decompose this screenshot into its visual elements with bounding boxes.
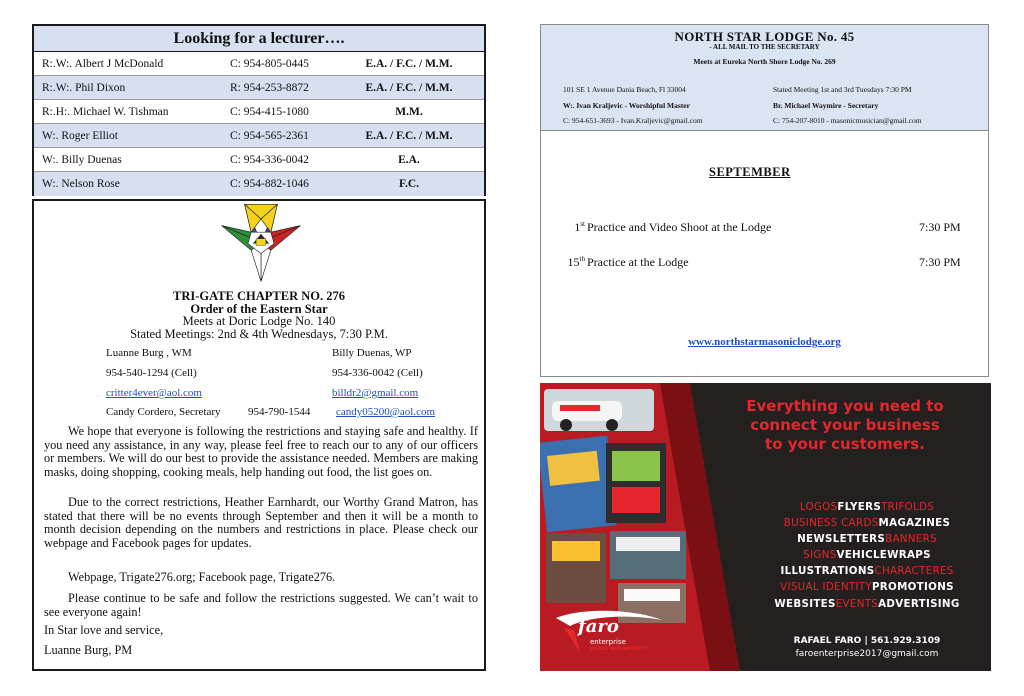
faro-logo-word: faro [578,616,619,637]
ad-service-word: VEHICLEWRAPS [836,549,931,562]
ad-headline-line: connect your business [750,416,940,434]
message-paragraph-text: Due to the correct restrictions, Heather Earnhardt, our Worthy Grand Matron, has stated that there will be no events through September and then it will be a month to month decision depending on the numbers and restrictions in place. Please check our webpage and Facebook pages for updates. [44,495,478,550]
stated-meetings: Stated Meetings: 2nd & 4th Wednesdays, 7:30 P.M. [130,327,388,341]
ad-service-line [762,515,972,531]
ad-service-word: ILLUSTRATIONS [780,565,875,578]
signoff-line: Luanne Burg, PM [44,643,133,657]
faro-logo-sub: enterprise [590,638,626,646]
lecturer-name: R:.W:. Albert J McDonald [42,58,164,70]
ad-service-line [762,499,972,515]
chapter-name: TRI-GATE CHAPTER NO. 276 [172,289,345,303]
event-day-suffix: th [579,255,585,263]
lodge-master-contact: C: 954-651-3693 - Ivan.Kraljevic@gmail.com [563,116,703,125]
lodge-website-link[interactable]: www.northstarmasoniclodge.org [688,336,841,348]
lodge-name: NORTH STAR LODGE No. 45 [674,29,855,44]
ad-service-line [762,579,972,595]
lodge-master: W:. Ivan Kraljevic - Worshipful Master [563,101,690,110]
ad-headline-line: Everything you need to [746,397,944,415]
wm-name: Luanne Burg , WM [106,347,192,359]
lecturer-name: W:. Billy Duenas [42,154,122,166]
lecturer-table-title: Looking for a lecturer…. [34,26,484,52]
lecturer-table [32,24,486,196]
lecturer-phone: C: 954-805-0445 [230,58,309,70]
event-day-number: 15 [567,255,580,269]
month-title: SEPTEMBER [709,165,791,179]
ad-service-line [762,563,972,579]
lecturer-name: W:. Roger Elliot [42,130,118,142]
table-row [34,172,484,196]
message-paragraph-text: We hope that everyone is following the restrictions and staying safe and healthy. If you need any assistance, in any way, please feel free to reach our to any of our officers or members. We will do our best to provide the assistance needed. Members are making masks, doing shopping, cooking meals, help handing out food, the list goes on. [44,424,478,479]
ad-service-word: WEBSITES [774,597,836,610]
order-name: Order of the Eastern Star [190,302,328,316]
message-paragraph [44,425,478,479]
lecturer-phone: C: 954-882-1046 [230,178,309,190]
ad-headline [710,397,980,454]
table-row [34,52,484,76]
secretary-email-link[interactable]: candy05200@aol.com [336,406,436,418]
ad-service-line [762,531,972,547]
faro-logo-tagline: VISUAL AUTHENTICITY [590,647,647,652]
wm-email-link[interactable]: critter4ever@aol.com [106,387,202,399]
ad-contact [762,635,972,661]
ad-service-word: ADVERTISING [878,597,960,610]
ad-contact-name: RAFAEL FARO | 561.929.3109 [793,636,941,646]
lodge-meeting-location: Meets at Eureka North Shore Lodge No. 269 [693,57,836,66]
table-row [34,100,484,124]
lodge-stated-meeting: Stated Meeting 1st and 3rd Tuesdays 7:30 PM [773,85,912,94]
lodge-mail-note: - ALL MAIL TO THE SECRETARY [709,43,820,51]
faro-advertisement [540,383,991,671]
ad-contact-email: faroenterprise2017@gmail.com [795,649,939,659]
lecturer-name: R:.W:. Phil Dixon [42,82,126,94]
ad-service-word: CHARACTERES [874,565,954,578]
lodge-secretary-contact: C: 754-207-8010 - masonicmusician@gmail.com [773,116,922,125]
ad-service-line [762,596,972,612]
ad-service-word: NEWSLETTERS [797,533,886,546]
ad-service-word: SIGNS [803,549,837,562]
event-day [555,255,585,270]
lecturer-degrees: E.A. / F.C. / M.M. [365,58,453,70]
lecturer-degrees: M.M. [395,106,423,118]
wp-name: Billy Duenas, WP [332,347,412,359]
ad-service-word: TRIFOLDS [881,501,935,513]
table-row [34,76,484,100]
wp-phone: 954-336-0042 (Cell) [332,367,423,379]
secretary-phone: 954-790-1544 [248,406,311,418]
faro-logo [550,608,670,660]
lecturer-phone: C: 954-565-2361 [230,130,309,142]
lecturer-phone: C: 954-336-0042 [230,154,309,166]
message-paragraph-text: Webpage, Trigate276.org; Facebook page, Trigate276. [68,570,336,584]
lodge-header [541,25,988,131]
ad-service-word: FLYERS [837,501,882,513]
meeting-location: Meets at Doric Lodge No. 140 [182,314,336,328]
closing-line: In Star love and service, [44,623,164,637]
lodge-address: 101 SE 1 Avenue Dania Beach, Fl 33004 [563,85,686,94]
ad-service-word: BUSINESS CARDS [783,517,879,530]
event-description: Practice and Video Shoot at the Lodge [587,220,772,234]
ad-service-word: LOGOS [799,501,838,513]
lecturer-degrees: F.C. [398,178,420,190]
ad-service-word: PROMOTIONS [871,581,954,594]
message-paragraph [44,592,478,619]
lecturer-name: R:.H:. Michael W. Tishman [42,106,169,118]
lodge-secretary: Br. Michael Waymire - Secretary [773,101,879,110]
eastern-star-emblem-icon [219,201,303,283]
lecturer-degrees: E.A. / F.C. / M.M. [365,130,453,142]
event-description: Practice at the Lodge [587,255,689,269]
event-time: 7:30 PM [919,255,961,269]
ad-service-word: MAGAZINES [878,517,951,530]
eastern-star-section [32,199,486,671]
lecturer-degrees: E.A. [398,154,420,166]
event-day-suffix: st [580,220,585,228]
wm-phone: 954-540-1294 (Cell) [106,367,197,379]
secretary-name: Candy Cordero, Secretary [106,406,221,418]
message-paragraph [44,571,478,585]
table-row [34,124,484,148]
event-day-number: 1 [574,220,581,234]
message-paragraph-text: Please continue to be safe and follow the restrictions suggested. We can’t wait to see everyone again! [44,591,478,619]
ad-service-line [762,547,972,563]
ad-service-word: EVENTS [835,597,879,610]
lodge-section [540,24,989,377]
table-row [34,148,484,172]
lecturer-degrees: E.A. / F.C. / M.M. [365,82,453,94]
lecturer-phone: R: 954-253-8872 [230,82,309,94]
event-time: 7:30 PM [919,220,961,234]
lecturer-phone: C: 954-415-1080 [230,106,309,118]
event-day [555,220,585,235]
message-paragraph [44,496,478,550]
lecturer-name: W:. Nelson Rose [42,178,120,190]
ad-services-list [762,499,972,612]
wp-email-link[interactable]: billdr2@gmail.com [332,387,419,399]
ad-headline-line: to your customers. [765,435,925,453]
ad-service-word: VISUAL IDENTITY [780,581,872,594]
ad-service-word: BANNERS [885,533,937,546]
